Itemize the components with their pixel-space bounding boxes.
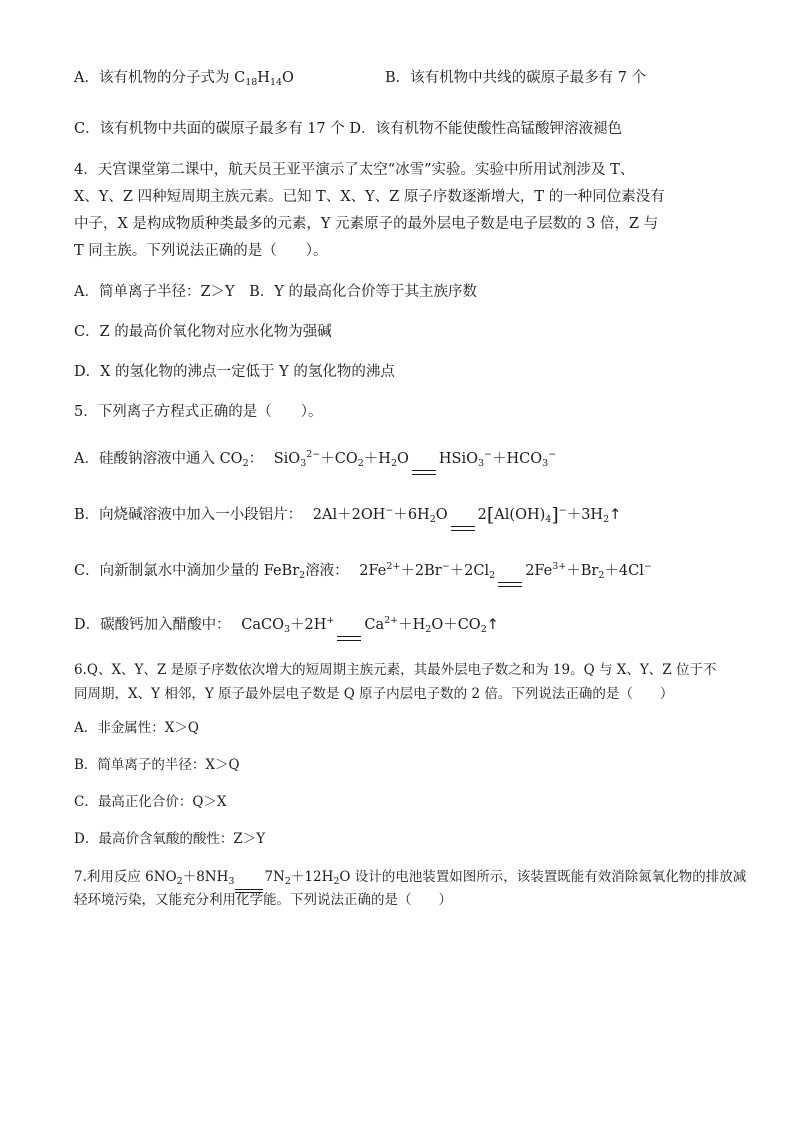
q5-option-b — [74, 505, 621, 525]
q7-stem-mid3: ＋12H — [290, 869, 334, 885]
q3-option-a — [74, 68, 294, 88]
q4-stem-line-4: T 同主族。下列说法正确的是（ ）。 — [74, 243, 328, 259]
gas-arrow-icon: ↑ — [609, 507, 622, 523]
q5-equation-d: CaCO$_3$＋2H+ $Ca^{2+}+H_2O+CO_2↑$ — [241, 615, 499, 635]
colon: ： — [248, 451, 264, 467]
q5-option-c-label: C．向新制氯水中滴加少量的 FeBr — [74, 563, 300, 579]
sub-18: 18 — [245, 77, 258, 88]
q3-option-b: B．该有机物中共线的碳原子最多有 7 个 — [385, 70, 647, 86]
q6-option-d: D．最高价含氧酸的酸性：Z＞Y — [74, 831, 266, 847]
q7-stem-line-2: 轻环境污染，又能充分利用化学能。下列说法正确的是（ ） — [74, 892, 452, 908]
q5-stem: 5．下列离子方程式正确的是（ ）。 — [74, 404, 323, 420]
sub-2: 2 — [299, 570, 306, 581]
q5-option-d-label: D．碳酸钙加入醋酸中： — [74, 617, 231, 633]
gas-arrow-icon: ↑ — [486, 617, 499, 633]
q5-option-c-tail: 溶液： — [305, 563, 349, 579]
q7-stem-mid1: ＋8NH — [182, 869, 229, 885]
q7-stem-prefix: 7.利用反应 6NO — [74, 869, 177, 885]
q4-option-c: C．Z 的最高价氧化物对应水化物为强碱 — [74, 324, 332, 340]
q5-option-a-label: A．硅酸钠溶液中通入 CO — [74, 451, 243, 467]
q3-option-cd: C．该有机物中共面的碳原子最多有 17 个 D．该有机物不能使酸性高锰酸钾溶液褪色 — [74, 121, 622, 137]
q4-stem-line-1: 4．天宫课堂第二课中，航天员王亚平演示了太空“冰雪”实验。实验中所用试剂涉及 T、 — [74, 162, 635, 178]
q7-stem-mid2: 7N — [264, 869, 285, 885]
q6-stem-line-2: 同周期，X、Y 相邻，Y 原子最外层电子数是 Q 原子内层电子数的 2 倍。下列说法正确的是（ ） — [74, 686, 674, 702]
q5-equation-c: $2Fe^{2+}+2Br^-+2Cl_2$ $2Fe^{3+}+Br_2+4Cl^-$ — [359, 561, 652, 581]
q4-option-d: D．X 的氢化物的沸点一定低于 Y 的氢化物的沸点 — [74, 364, 395, 380]
q6-option-c: C．最高正化合价：Q＞X — [74, 794, 227, 810]
q4-stem-line-2: X、Y、Z 四种短周期主族元素。已知 T、X、Y、Z 原子序数逐渐增大，T 的一种同位素没有 — [74, 189, 665, 205]
q5-equation-b: $2Al+2OH^-+6H_2O$ $2[Al(OH)_4]^-+3H_2↑$ — [312, 504, 622, 526]
q3-option-a-text: A．该有机物的分子式为 C — [74, 70, 246, 86]
q6-option-b: B．简单离子的半径：X＞Q — [74, 757, 240, 773]
h-symbol: H — [257, 70, 270, 86]
q4-stem-line-3: 中子，X 是构成物质种类最多的元素，Y 元素原子的最外层电子数是电子层数的 3 倍，Z 与 — [74, 216, 659, 232]
q5-option-b-label: B．向烧碱溶液中加入一小段铝片： — [74, 507, 303, 523]
q4-option-ab: A．简单离子半径：Z＞Y B．Y 的最高化合价等于其主族序数 — [74, 284, 477, 300]
q5-equation-a: $SiO_3^{2-}+CO_2+H_2O$ $HSiO_3^-+HCO_3^-$ — [273, 449, 557, 469]
q5-option-d — [74, 615, 499, 635]
q5-option-a — [74, 449, 556, 469]
q7-stem-line-1: 7.利用反应 $6NO_2+8NH_3$ $7N_2+12H_2O$ 设计的电池装置如图所示，该装置既能有效消除氮氧化物的排放减 — [74, 869, 747, 887]
o-symbol: O — [282, 70, 294, 86]
q7-stem-tail: O 设计的电池装置如图所示，该装置既能有效消除氮氧化物的排放减 — [339, 869, 747, 885]
sub-14: 14 — [269, 77, 283, 88]
sub-2: 2 — [242, 458, 249, 469]
q6-stem-line-1: 6.Q、X、Y、Z 是原子序数依次增大的短周期主族元素，其最外层电子数之和为 19。Q 与 X、Y、Z 位于不 — [74, 662, 717, 678]
q6-option-a: A．非金属性：X＞Q — [74, 720, 199, 736]
q5-option-c — [74, 561, 652, 581]
